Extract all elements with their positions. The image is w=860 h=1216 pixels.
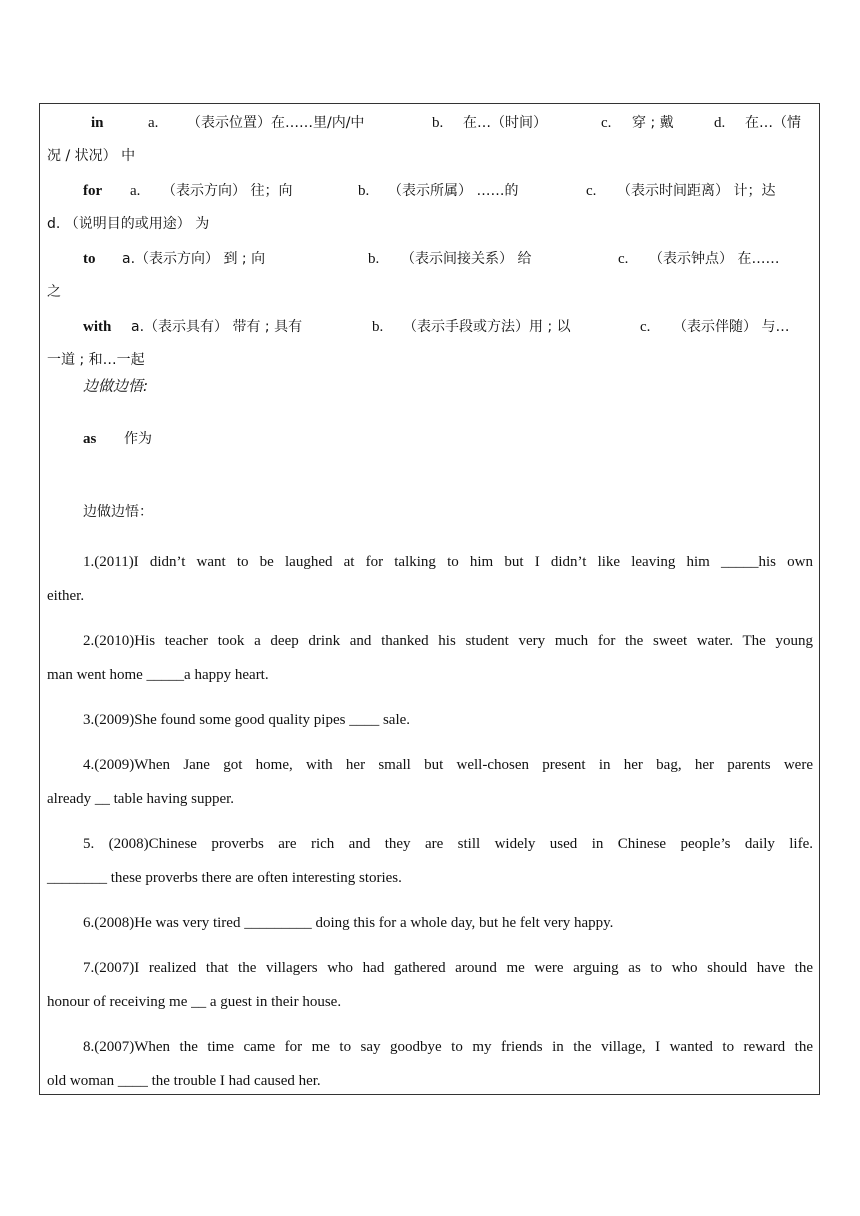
exercise-5-line-2: ________ these proverbs there are often interesting stories. <box>47 870 402 886</box>
preposition-with-c-label: c. <box>640 319 651 335</box>
preposition-with-b-label: b. <box>372 319 384 335</box>
exercise-2-line-2: man went home _____a happy heart. <box>47 667 269 683</box>
preposition-for-b-label: b. <box>358 183 370 199</box>
exercise-5-line-1: 5. (2008)Chinese proverbs are rich and they are still widely used in Chinese people’s daily life. <box>83 836 813 852</box>
exercise-3-line-1: 3.(2009)She found some good quality pipes ____ sale. <box>83 712 411 728</box>
exercise-8-line-1: 8.(2007)When the time came for me to say goodbye to my friends in the village, I wanted to reward the <box>83 1039 813 1055</box>
preposition-with-continued: 一道 ; 和…一起 <box>47 352 145 368</box>
exercise-2-line-1: 2.(2010)His teacher took a deep drink and thanked his student very much for the sweet water. The young <box>83 633 813 649</box>
preposition-with-c-text: （表示伴随） 与… <box>673 319 790 335</box>
preposition-for-continued: d. （说明目的或用途） 为 <box>47 216 210 232</box>
preposition-with-b-text: （表示手段或方法）用 ; 以 <box>403 319 571 335</box>
preposition-in-word: in <box>91 115 104 131</box>
exercise-7-line-2: honour of receiving me __ a guest in their house. <box>47 994 342 1010</box>
preposition-to-c-label: c. <box>618 251 629 267</box>
preposition-for-b-text: （表示所属） ……的 <box>388 183 519 199</box>
content-box <box>39 103 820 1095</box>
preposition-to-b-text: （表示间接关系） 给 <box>401 251 532 267</box>
exercise-1-line-1: 1.(2011)I didn’t want to be laughed at for talking to him but I didn’t like leaving him _____his own <box>83 554 813 570</box>
preposition-for-word: for <box>83 183 103 199</box>
preposition-to-a-text: a.（表示方向） 到 ; 向 <box>122 251 266 267</box>
preposition-in-d-text: 在…（情 <box>745 115 801 131</box>
preposition-in-c-label: c. <box>601 115 612 131</box>
exercise-8-line-2: old woman ____ the trouble I had caused her. <box>47 1073 321 1089</box>
exercise-heading: 边做边悟： <box>83 504 153 520</box>
preposition-in-continued: 况 / 状况） 中 <box>47 148 136 164</box>
preposition-in-c-text: 穿 ; 戴 <box>632 115 674 131</box>
preposition-with-a-text: a.（表示具有） 带有 ; 具有 <box>131 319 303 335</box>
preposition-to-word: to <box>83 251 96 267</box>
preposition-to-b-label: b. <box>368 251 380 267</box>
exercise-4-line-2: already __ table having supper. <box>47 791 235 807</box>
preposition-in-b-label: b. <box>432 115 444 131</box>
preposition-in-a-label: a. <box>148 115 159 131</box>
preposition-as-word: as <box>83 431 97 447</box>
exercise-1-line-2: either. <box>47 588 85 604</box>
preposition-with-word: with <box>83 319 112 335</box>
preposition-for-c-label: c. <box>586 183 597 199</box>
exercise-7-line-1: 7.(2007)I realized that the villagers who had gathered around me were arguing as to who should have the <box>83 960 813 976</box>
preposition-in-a-text: （表示位置）在……里/内/中 <box>187 115 365 131</box>
exercise-4-line-1: 4.(2009)When Jane got home, with her small but well-chosen present in her bag, her parents were <box>83 757 813 773</box>
preposition-for-c-text: （表示时间距离） 计；达 <box>617 183 776 199</box>
preposition-in-b-text: 在…（时间） <box>463 115 547 131</box>
preposition-to-continued: 之 <box>47 284 61 300</box>
reflection-note-italic: 边做边悟: <box>83 377 149 395</box>
preposition-for-a-label: a. <box>130 183 141 199</box>
preposition-for-a-text: （表示方向） 往；向 <box>162 183 293 199</box>
preposition-to-c-text: （表示钟点） 在…… <box>649 251 780 267</box>
preposition-in-d-label: d. <box>714 115 726 131</box>
preposition-as-text: 作为 <box>124 431 152 447</box>
exercise-6-line-1: 6.(2008)He was very tired _________ doing this for a whole day, but he felt very happy. <box>83 915 614 931</box>
